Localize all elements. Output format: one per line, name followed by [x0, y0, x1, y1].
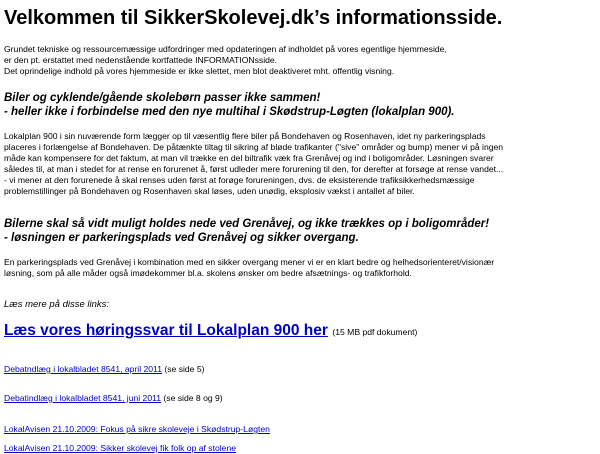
- file-size-note: (15 MB pdf dokument): [332, 327, 418, 337]
- headline-line: - løsningen er parkeringsplads ved Grenåvej og sikker overgang.: [4, 232, 359, 244]
- body-parking: [4, 257, 594, 279]
- intro-line: Grundet tekniske og ressourcemæssige udfordringer med opdateringen af indholdet på vores egentlige hjemmeside,: [4, 44, 447, 54]
- hearing-response-row: [4, 321, 594, 342]
- body-line: placeres i forlængelse af Bondehaven. De påtænkte tiltag til sikring af bløde trafikanter ("sive" områder og bump) mener vi på ingen: [4, 142, 504, 152]
- body-line: løsning, som på alle måder også imødekommer bl.a. skolens ønsker om bedre afsætnings- og trafikforhold.: [4, 268, 412, 278]
- link-row: [4, 393, 594, 404]
- body-line: En parkeringsplads ved Grenåvej i kombination med en sikker overgang mener vi er en klart bedre og helhedsorienteret/visionær: [4, 257, 495, 267]
- body-line: måde kan kompensere for det faktum, at man vil trække en del biltrafik væk fra Grenåvej og ind i boligområder. Løsningen svarer: [4, 153, 494, 163]
- link-row: [4, 364, 594, 375]
- intro-line: er den pt. erstattet med nedenstående kortfattede INFORMATIONsside.: [4, 55, 278, 65]
- page-note: (se side 8 og 9): [163, 393, 223, 403]
- body-line: - vi mener at den forurenede å skal renses uden først at forøge forureningen, dvs. de eksisterende trafiksikkerhedsmæssige: [4, 175, 475, 185]
- intro-section: [4, 44, 594, 77]
- article-link-lokalavisen-fokus[interactable]: LokalAvisen 21.10.2009: Fokus på sikre skoleveje i Skødstrup-Løgten: [4, 424, 270, 434]
- intro-line: Det oprindelige indhold på vores hjemmeside er ikke slettet, men blot deaktiveret mht. offentlig visning.: [4, 66, 395, 76]
- body-line: således til, at man i stedet for at rense en forurenet å, først udleder mere forurening til den, for derefter at forsøge at rense vandet...: [4, 164, 504, 174]
- body-line: Lokalplan 900 i sin nuværende form lægger op til væsentlig flere biler på Bondehaven og Rosenhaven, idet ny parkeringsplads: [4, 131, 486, 141]
- body-line: problemstillinger på Bondehaven og Rosenhaven skal løses, uden unødig, eksplosiv vækst i antallet af biler.: [4, 186, 415, 196]
- article-link-lokalavisen-stolene[interactable]: LokalAvisen 21.10.2009: Sikker skolevej fik folk op af stolene: [4, 443, 237, 453]
- headline-cars-children: [4, 91, 594, 119]
- link-row: [4, 424, 594, 435]
- article-link-april-2011[interactable]: Debatndlæg i lokalbladet 8541, april 2011: [4, 364, 162, 374]
- hearing-response-link[interactable]: Læs vores høringssvar til Lokalplan 900 her: [4, 322, 328, 339]
- headline-parking: [4, 217, 594, 245]
- headline-line: - heller ikke i forbindelse med den nye multihal i Skødstrup-Løgten (lokalplan 900).: [4, 106, 455, 118]
- link-row: [4, 443, 594, 454]
- headline-line: Bilerne skal så vidt muligt holdes nede ved Grenåvej, og ikke trækkes op i boligområder!: [4, 218, 490, 230]
- article-link-june-2011[interactable]: Debatindlæg i lokalbladet 8541, juni 2011: [4, 393, 162, 403]
- page-note: (se side 5): [164, 364, 205, 374]
- page-title: Velkommen til SikkerSkolevej.dk’s informationsside.: [4, 7, 503, 29]
- links-intro: Læs mere på disse links:: [4, 299, 110, 310]
- headline-line: Biler og cyklende/gående skolebørn passer ikke sammen!: [4, 92, 321, 104]
- body-lokalplan: [4, 131, 594, 197]
